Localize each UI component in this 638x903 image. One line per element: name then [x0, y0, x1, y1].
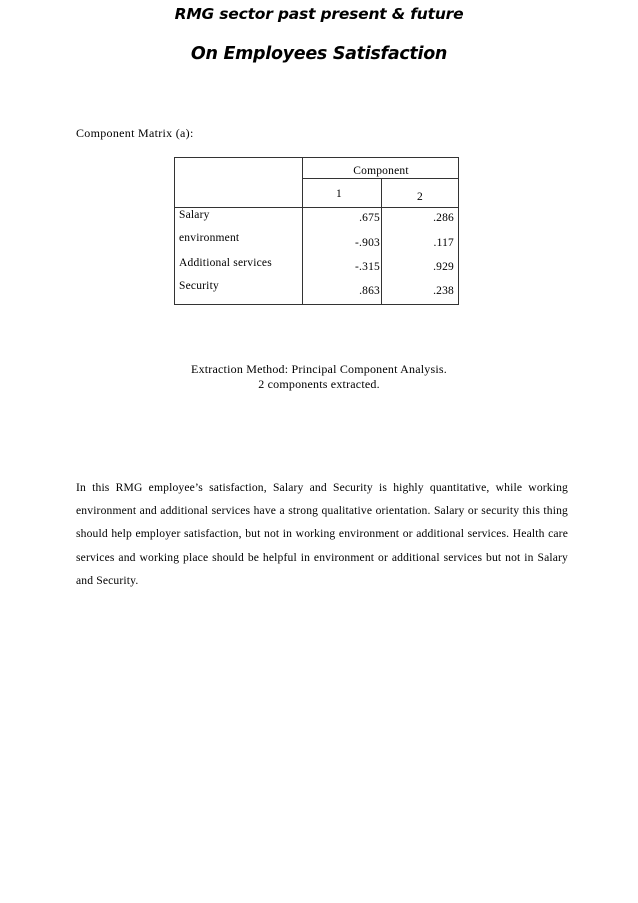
- component-matrix-table: [174, 157, 459, 305]
- components-extracted-caption: 2 components extracted.: [258, 377, 380, 391]
- group-header-divider: [302, 178, 458, 179]
- cell-salary-c2: .286: [433, 212, 454, 224]
- column-header-2: 2: [417, 191, 423, 203]
- cell-environment-c1: -.903: [355, 237, 380, 249]
- cell-environment-c2: .117: [433, 237, 454, 249]
- row-label-salary: Salary: [179, 209, 210, 221]
- row-label-security: Security: [179, 280, 219, 292]
- matrix-label: Component Matrix (a):: [76, 126, 194, 140]
- cell-additional-services-c1: -.315: [355, 261, 380, 273]
- row-label-additional-services: Additional services: [179, 257, 272, 269]
- column-divider: [381, 178, 382, 304]
- row-label-divider: [302, 158, 303, 304]
- column-header-1: 1: [336, 188, 342, 200]
- body-paragraph: In this RMG employee’s satisfaction, Salary and Security is highly quantitative, while working environment and additional services have a strong qualitative orientation. Salary or security this thing should help employer satisfaction, but not in working environment or additional services. Health care services and working place should be helpful in environment or additional services but not in Salary and Security.: [76, 481, 568, 587]
- document-title: RMG sector past present & future: [174, 5, 464, 23]
- cell-additional-services-c2: .929: [433, 261, 454, 273]
- header-divider: [175, 207, 458, 208]
- component-group-header: Component: [353, 165, 409, 177]
- row-label-environment: environment: [179, 232, 240, 244]
- cell-security-c2: .238: [433, 285, 454, 297]
- document-subtitle: On Employees Satisfaction: [190, 44, 448, 64]
- cell-salary-c1: .675: [359, 212, 380, 224]
- extraction-method-caption: Extraction Method: Principal Component Analysis.: [191, 362, 447, 376]
- cell-security-c1: .863: [359, 285, 380, 297]
